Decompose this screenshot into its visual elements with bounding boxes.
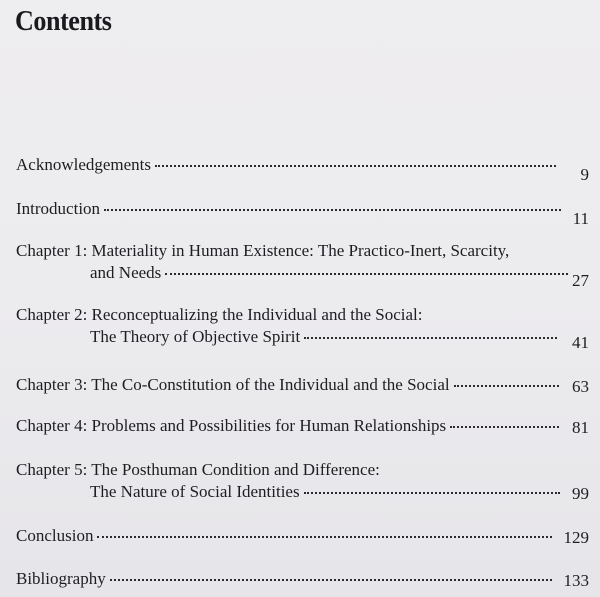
toc-entry-label: Chapter 1: Materiality in Human Existence: The Practico-Inert, Scarcity, xyxy=(16,241,510,260)
dot-leader xyxy=(110,579,552,581)
toc-entry-label: Acknowledgements xyxy=(16,155,152,174)
dot-leader xyxy=(450,426,559,428)
dot-leader xyxy=(165,273,568,275)
toc-page-number: 11 xyxy=(572,209,589,228)
toc-entry-label: Chapter 5: The Posthuman Condition and Difference: xyxy=(16,460,380,479)
toc-entry-label: Chapter 4: Problems and Possibilities for Human Relationships xyxy=(16,416,447,435)
toc-page-number: 81 xyxy=(572,418,589,437)
toc-entry-chapter-2[interactable] xyxy=(16,304,589,354)
toc-entry-chapter-3[interactable] xyxy=(16,374,589,398)
toc-page-number: 63 xyxy=(572,377,589,396)
toc-page-number: 129 xyxy=(563,528,589,547)
toc-page-number: 133 xyxy=(563,571,589,590)
dot-leader xyxy=(454,385,559,387)
toc-entry-continuation: The Theory of Objective Spirit xyxy=(90,327,301,346)
toc-page-number: 41 xyxy=(572,333,589,352)
toc-entry-acknowledgements[interactable] xyxy=(16,146,589,186)
dot-leader xyxy=(304,492,560,494)
toc-entry-label: Chapter 2: Reconceptualizing the Individual and the Social: xyxy=(16,305,423,324)
toc-page-number: 27 xyxy=(572,271,589,290)
toc-entry-label: Introduction xyxy=(16,199,101,218)
page-title: Contents xyxy=(15,5,112,37)
dot-leader xyxy=(155,165,556,167)
toc-entry-continuation: and Needs xyxy=(90,263,162,282)
toc-page-number: 9 xyxy=(580,165,589,184)
toc-entry-chapter-4[interactable] xyxy=(16,415,589,439)
toc-entry-label: Bibliography xyxy=(16,569,106,588)
toc-entry-label: Conclusion xyxy=(16,526,94,545)
dot-leader xyxy=(97,536,552,538)
toc-page-number: 99 xyxy=(572,484,589,503)
toc-entry-introduction[interactable] xyxy=(16,192,589,230)
toc-entry-conclusion[interactable] xyxy=(16,525,589,549)
dot-leader xyxy=(104,209,561,211)
toc-entry-continuation: The Nature of Social Identities xyxy=(90,482,300,501)
toc-entry-chapter-1[interactable] xyxy=(16,240,589,292)
toc-entry-label: Chapter 3: The Co-Constitution of the Individual and the Social xyxy=(16,375,450,394)
toc-entry-chapter-5[interactable] xyxy=(16,459,589,505)
toc-entry-bibliography[interactable] xyxy=(16,568,589,592)
dot-leader xyxy=(304,337,557,339)
